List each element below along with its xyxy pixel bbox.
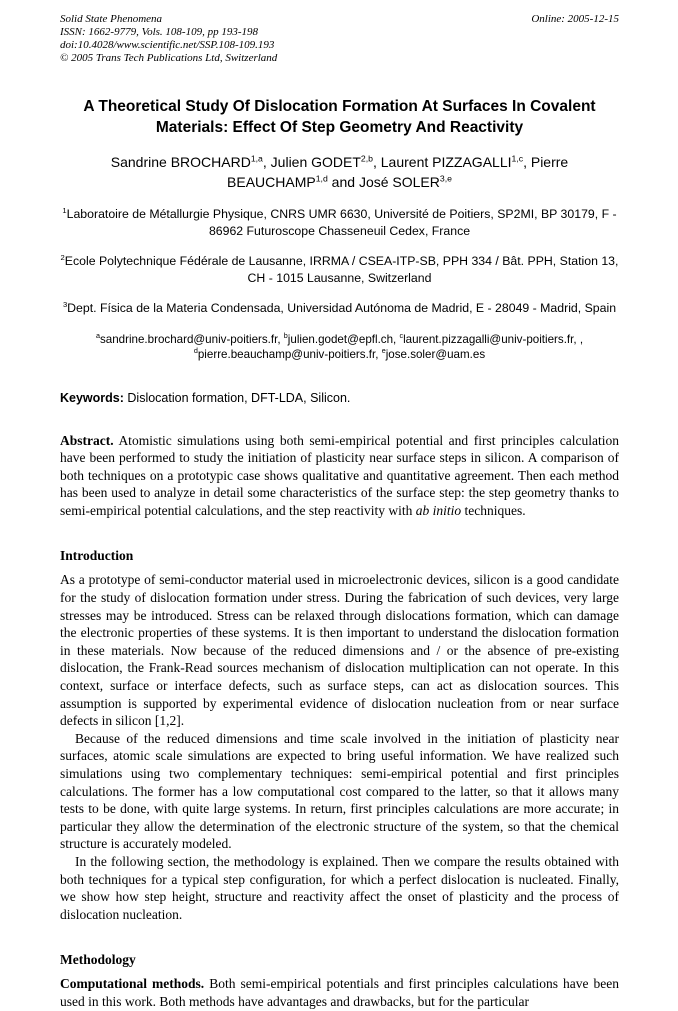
journal-info-block: [60, 13, 277, 65]
email-address: laurent.pizzagalli@univ-poitiers.fr: [403, 332, 574, 346]
author-name: Julien GODET: [270, 154, 361, 170]
email-separator: , ,: [573, 332, 584, 346]
online-date: Online: 2005-12-15: [531, 13, 619, 25]
email-separator: ,: [277, 332, 284, 346]
intro-paragraph-1: As a prototype of semi-conductor material used in microelectronic devices, silicon is a good candidate for the study of dislocation formation under stress. During the fabrication of such devices, very large stresses may be introduced. Stress can be relaxed through dislocations formation, which can damage the electronic properties of these systems. It is then important to understand the dislocation formation in these materials. Now because of the reduced dimensions and / or the absence of pre-existing dislocation, the Frank-Read sources mechanism of dislocation multiplication can not operate. In this context, surface or interface defects, such as surface steps, can act as dislocation sources. This assumption is supported by experimental evidence of dislocation nucleation from or near surface defects in silicon [1,2].: [60, 572, 619, 729]
intro-paragraph-3: In the following section, the methodology is explained. Then we compare the results obtained with both techniques for a typical step configuration, for which a perfect dislocation is nucleated. Finally, we show how step height, structure and reactivity affect the onset of plasticity and the process of dislocation nucleation.: [60, 853, 619, 922]
abstract-text: Atomistic simulations using both semi-empirical potential and first principles calculation have been performed to study the initiation of plasticity near surface steps in silicon. A comparison of both techniques on a prototypic case shows qualitative and quantitative agreement. Then each method has been used to analyze in detail some characteristics of the surface step: the step geometry thanks to semi-empirical potential calculations, and the step reactivity with: [60, 432, 620, 518]
email-superscript: e: [381, 346, 386, 356]
author-name: Sandrine BROCHARD: [110, 154, 251, 170]
author-superscript: 1,d: [315, 172, 328, 183]
affiliation-2: [60, 253, 619, 286]
affiliation-superscript: 3: [62, 299, 68, 309]
email-address: sandrine.brochard@univ-poitiers.fr: [99, 332, 278, 346]
doi-line: doi:10.4028/www.scientific.net/SSP.108-109.193: [60, 39, 275, 51]
intro-paragraph-2: Because of the reduced dimensions and time scale involved in the initiation of plasticity near surfaces, atomic scale simulations are expected to bring useful information. We have realized such simulations using two complementary techniques: semi-empirical potential and first principles calculations. The former has a low computational cost compared to the latter, so that it allows many tests to be done, with quite large systems. In return, first principles calculations are more accurate; in particular they allow the determination of the electronic structure of the system, so that the chemical structure is accurately modeled.: [60, 730, 619, 852]
author-separator: and: [327, 173, 359, 190]
section-heading-methodology: Methodology: [60, 952, 136, 968]
issn-line: ISSN: 1662-9779, Vols. 108-109, pp 193-198: [60, 26, 258, 38]
author: [381, 154, 531, 170]
email-superscript: c: [399, 330, 404, 340]
email-item: [95, 330, 284, 346]
email-item: [283, 330, 400, 346]
computational-methods-paragraph: [60, 975, 619, 1010]
affiliation-superscript: 2: [60, 252, 65, 262]
emails-line: [66, 332, 613, 363]
authors-line: [88, 153, 591, 192]
email-separator: ,: [375, 348, 382, 361]
abstract-paragraph: [60, 432, 619, 520]
abstract-text-end: techniques.: [464, 502, 526, 518]
affiliation-1: [60, 206, 619, 239]
author: [111, 154, 271, 170]
email-address: julien.godet@epfl.ch: [287, 332, 394, 346]
keywords-label: Keywords:: [60, 390, 124, 405]
copyright-line: © 2005 Trans Tech Publications Ltd, Switzerland: [60, 52, 278, 64]
email-address: jose.soler@uam.es: [385, 348, 486, 361]
affiliation-text: Laboratoire de Métallurgie Physique, CNRS UMR 6630, Université de Poitiers, SP2MI, BP 30179, F - 86962 Futuroscope Chasseneuil Cedex, France: [66, 207, 617, 238]
abstract-italic-term: ab initio: [415, 502, 462, 518]
email-item: [399, 330, 584, 346]
author-superscript: 2,b: [360, 153, 373, 164]
author-separator: ,: [372, 154, 381, 170]
abstract-label: Abstract.: [60, 432, 114, 448]
author-superscript: 1,a: [250, 153, 263, 164]
journal-name: Solid State Phenomena: [60, 13, 163, 25]
affiliation-3: [60, 300, 619, 317]
author: [359, 174, 452, 190]
email-item: [194, 348, 382, 361]
author-separator: ,: [523, 154, 531, 170]
paper-title: A Theoretical Study Of Dislocation Formation At Surfaces In Covalent Materials: Effect Of Step Geometry And Reactivity: [83, 98, 596, 136]
email-superscript: b: [283, 330, 288, 340]
keywords-text: Dislocation formation, DFT-LDA, Silicon.: [127, 390, 351, 405]
email-superscript: d: [193, 346, 198, 356]
affiliation-superscript: 1: [62, 205, 67, 215]
section-heading-introduction: Introduction: [60, 548, 134, 564]
author: [271, 154, 381, 170]
email-item: [382, 348, 485, 361]
author-superscript: 1,c: [511, 153, 524, 164]
author-name: Pierre BEAUCHAMP: [227, 154, 569, 190]
author-separator: ,: [262, 154, 271, 170]
email-separator: ,: [393, 332, 400, 346]
keywords-line: [60, 390, 619, 406]
author-name: Laurent PIZZAGALLI: [380, 154, 512, 170]
computational-methods-label: Computational methods.: [60, 976, 205, 992]
computational-methods-text: Both semi-empirical potentials and first principles calculations have been used in this work. Both methods have advantages and drawbacks, but for the particular: [60, 976, 620, 1009]
email-address: pierre.beauchamp@univ-poitiers.fr: [197, 348, 376, 361]
email-superscript: a: [95, 330, 100, 340]
author-name: José SOLER: [358, 173, 440, 190]
affiliation-text: Dept. Física de la Materia Condensada, Universidad Autónoma de Madrid, E - 28049 - Madrid, Spain: [67, 301, 617, 315]
affiliation-text: Ecole Polytechnique Fédérale de Lausanne, IRRMA / CSEA-ITP-SB, PPH 334 / Bât. PPH, Station 13, CH - 1015 Lausanne, Switzerland: [64, 254, 619, 285]
author-superscript: 3,e: [439, 172, 452, 183]
page-header: [60, 13, 619, 65]
